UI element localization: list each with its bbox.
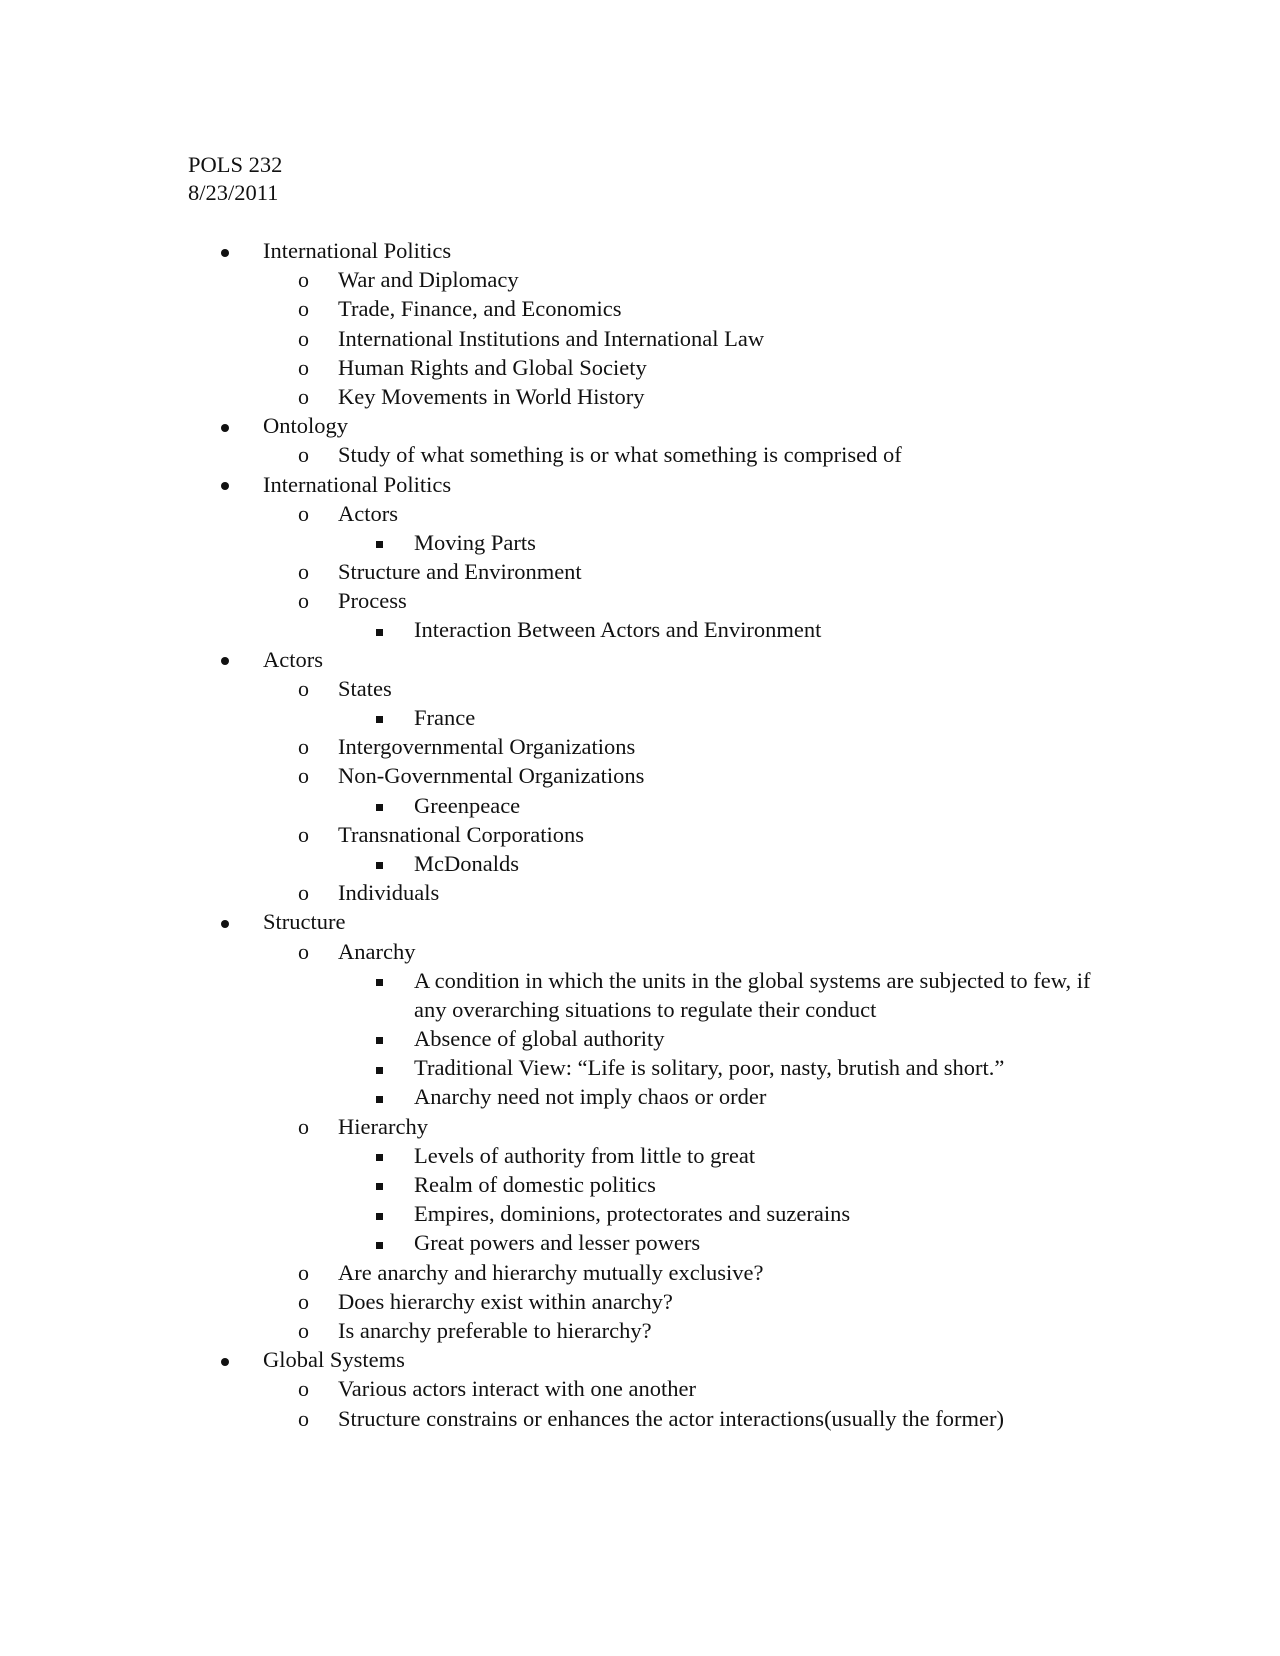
outline-item-text: Global Systems: [263, 1347, 405, 1373]
bullet-square-icon: [376, 849, 383, 878]
outline-item-level-2: [0, 382, 1280, 411]
notes-outline: [0, 236, 1280, 1433]
outline-item-text: Intergovernmental Organizations: [338, 734, 636, 760]
outline-item-level-1: [0, 470, 1280, 499]
outline-item-level-3: [0, 528, 1280, 557]
outline-item-level-2: [0, 1287, 1280, 1316]
outline-item-text: Transnational Corporations: [338, 821, 585, 847]
outline-item-text: Actors: [263, 646, 323, 672]
bullet-dot-icon: [221, 645, 229, 674]
outline-item-level-2: [0, 1404, 1280, 1433]
bullet-square-icon: [376, 615, 383, 644]
bullet-dot-icon: [221, 470, 229, 499]
outline-item-level-2: [0, 294, 1280, 323]
outline-item-text: International Politics: [263, 238, 452, 263]
outline-item-text: Ontology: [263, 413, 349, 439]
outline-item-level-2: [0, 820, 1280, 849]
bullet-circle-icon: o: [298, 442, 309, 468]
outline-item-text: Anarchy need not imply chaos or order: [414, 1084, 767, 1110]
outline-item-text: Process: [338, 588, 407, 614]
outline-item-level-1: [0, 411, 1280, 440]
outline-item-level-2: [0, 1316, 1280, 1345]
outline-item-level-2: [0, 499, 1280, 528]
bullet-circle-icon: o: [298, 821, 309, 847]
outline-item-level-2: [0, 878, 1280, 907]
outline-item-level-3: [0, 1053, 1280, 1082]
outline-item-text: France: [414, 705, 476, 730]
outline-item-text: Greenpeace: [414, 792, 521, 818]
outline-item-text: Hierarchy: [338, 1113, 428, 1139]
outline-item-text: Absence of global authority: [414, 1026, 665, 1052]
bullet-dot-icon: [221, 1345, 229, 1374]
outline-item-text: War and Diplomacy: [338, 267, 519, 293]
bullet-square-icon: [376, 1228, 383, 1257]
bullet-square-icon: [376, 1024, 383, 1053]
bullet-circle-icon: o: [298, 1317, 309, 1343]
outline-item-text: Various actors interact with one another: [338, 1376, 697, 1402]
bullet-dot-icon: [221, 411, 229, 440]
outline-item-text: Actors: [338, 500, 398, 526]
outline-item-level-3: [0, 1199, 1280, 1228]
outline-item-text: International Institutions and International Law: [338, 325, 765, 351]
outline-item-text: Key Movements in World History: [338, 383, 645, 409]
outline-item-level-2: [0, 1258, 1280, 1287]
outline-item-level-3: [0, 966, 1280, 1024]
outline-item-text: Anarchy: [338, 938, 416, 964]
bullet-square-icon: [376, 1141, 383, 1170]
outline-item-level-3: [0, 703, 1280, 732]
bullet-circle-icon: o: [298, 588, 309, 614]
bullet-square-icon: [376, 1082, 383, 1111]
bullet-circle-icon: o: [298, 734, 309, 760]
bullet-square-icon: [376, 703, 383, 732]
bullet-circle-icon: o: [298, 1113, 309, 1139]
outline-item-level-2: [0, 674, 1280, 703]
bullet-circle-icon: o: [298, 938, 309, 964]
outline-item-level-1: [0, 907, 1280, 936]
outline-item-text: Are anarchy and hierarchy mutually exclusive?: [338, 1259, 764, 1285]
outline-item-level-2: [0, 1112, 1280, 1141]
bullet-circle-icon: o: [298, 1405, 309, 1431]
outline-item-text: Empires, dominions, protectorates and suzerains: [414, 1201, 851, 1227]
bullet-square-icon: [376, 791, 383, 820]
outline-item-text: Structure and Environment: [338, 559, 582, 585]
outline-item-text: Traditional View: “Life is solitary, poor, nasty, brutish and short.”: [414, 1055, 1005, 1081]
bullet-circle-icon: o: [298, 296, 309, 322]
bullet-circle-icon: o: [298, 354, 309, 380]
outline-item-level-3: [0, 849, 1280, 878]
bullet-circle-icon: o: [298, 1376, 309, 1402]
outline-item-level-3: [0, 1170, 1280, 1199]
bullet-circle-icon: o: [298, 763, 309, 789]
outline-item-text: Great powers and lesser powers: [414, 1230, 701, 1256]
bullet-dot-icon: [221, 907, 229, 936]
outline-item-level-2: [0, 732, 1280, 761]
bullet-circle-icon: o: [298, 1288, 309, 1314]
bullet-square-icon: [376, 966, 383, 995]
outline-item-text: Realm of domestic politics: [414, 1172, 656, 1198]
outline-item-text: Interaction Between Actors and Environment: [414, 617, 822, 643]
outline-item-level-2: [0, 353, 1280, 382]
outline-item-text: Trade, Finance, and Economics: [338, 296, 622, 322]
outline-item-text: Structure: [263, 909, 346, 935]
bullet-square-icon: [376, 1170, 383, 1199]
outline-item-text: International Politics: [263, 471, 452, 497]
outline-item-text: Non-Governmental Organizations: [338, 763, 645, 789]
outline-item-level-2: [0, 265, 1280, 294]
outline-item-text: States: [338, 675, 392, 701]
outline-item-text: A condition in which the units in the global systems are subjected to few, if any overarching situations to regulate their conduct: [414, 967, 1091, 1022]
outline-item-level-2: [0, 1374, 1280, 1403]
outline-item-level-1: [0, 1345, 1280, 1374]
bullet-circle-icon: o: [298, 383, 309, 409]
outline-item-text: Individuals: [338, 880, 440, 906]
outline-item-level-3: [0, 1141, 1280, 1170]
bullet-circle-icon: o: [298, 675, 309, 701]
outline-item-text: Levels of authority from little to great: [414, 1142, 756, 1168]
bullet-circle-icon: o: [298, 559, 309, 585]
outline-item-level-2: [0, 440, 1280, 469]
outline-item-level-2: [0, 557, 1280, 586]
outline-item-level-1: [0, 645, 1280, 674]
lecture-date: 8/23/2011: [188, 180, 279, 205]
outline-item-text: Human Rights and Global Society: [338, 354, 647, 380]
document-header: [188, 151, 282, 207]
outline-item-level-2: [0, 586, 1280, 615]
outline-item-text: Is anarchy preferable to hierarchy?: [338, 1317, 652, 1343]
bullet-dot-icon: [221, 236, 229, 265]
outline-item-level-2: [0, 324, 1280, 353]
bullet-circle-icon: o: [298, 500, 309, 526]
bullet-circle-icon: o: [298, 325, 309, 351]
outline-item-level-1: [0, 236, 1280, 265]
course-title: POLS 232: [188, 152, 283, 177]
bullet-circle-icon: o: [298, 880, 309, 906]
outline-item-text: Does hierarchy exist within anarchy?: [338, 1288, 673, 1314]
bullet-circle-icon: o: [298, 1259, 309, 1285]
outline-item-level-3: [0, 1228, 1280, 1257]
bullet-square-icon: [376, 528, 383, 557]
outline-item-level-2: [0, 937, 1280, 966]
outline-item-level-2: [0, 761, 1280, 790]
bullet-square-icon: [376, 1199, 383, 1228]
outline-item-level-3: [0, 1082, 1280, 1111]
outline-item-text: McDonalds: [414, 850, 519, 876]
outline-item-level-3: [0, 791, 1280, 820]
outline-item-level-3: [0, 1024, 1280, 1053]
outline-item-text: Structure constrains or enhances the actor interactions(usually the former): [338, 1405, 1005, 1431]
outline-item-text: Study of what something is or what something is comprised of: [338, 442, 902, 468]
outline-item-level-3: [0, 615, 1280, 644]
bullet-circle-icon: o: [298, 267, 309, 293]
bullet-square-icon: [376, 1053, 383, 1082]
outline-item-text: Moving Parts: [414, 529, 536, 555]
